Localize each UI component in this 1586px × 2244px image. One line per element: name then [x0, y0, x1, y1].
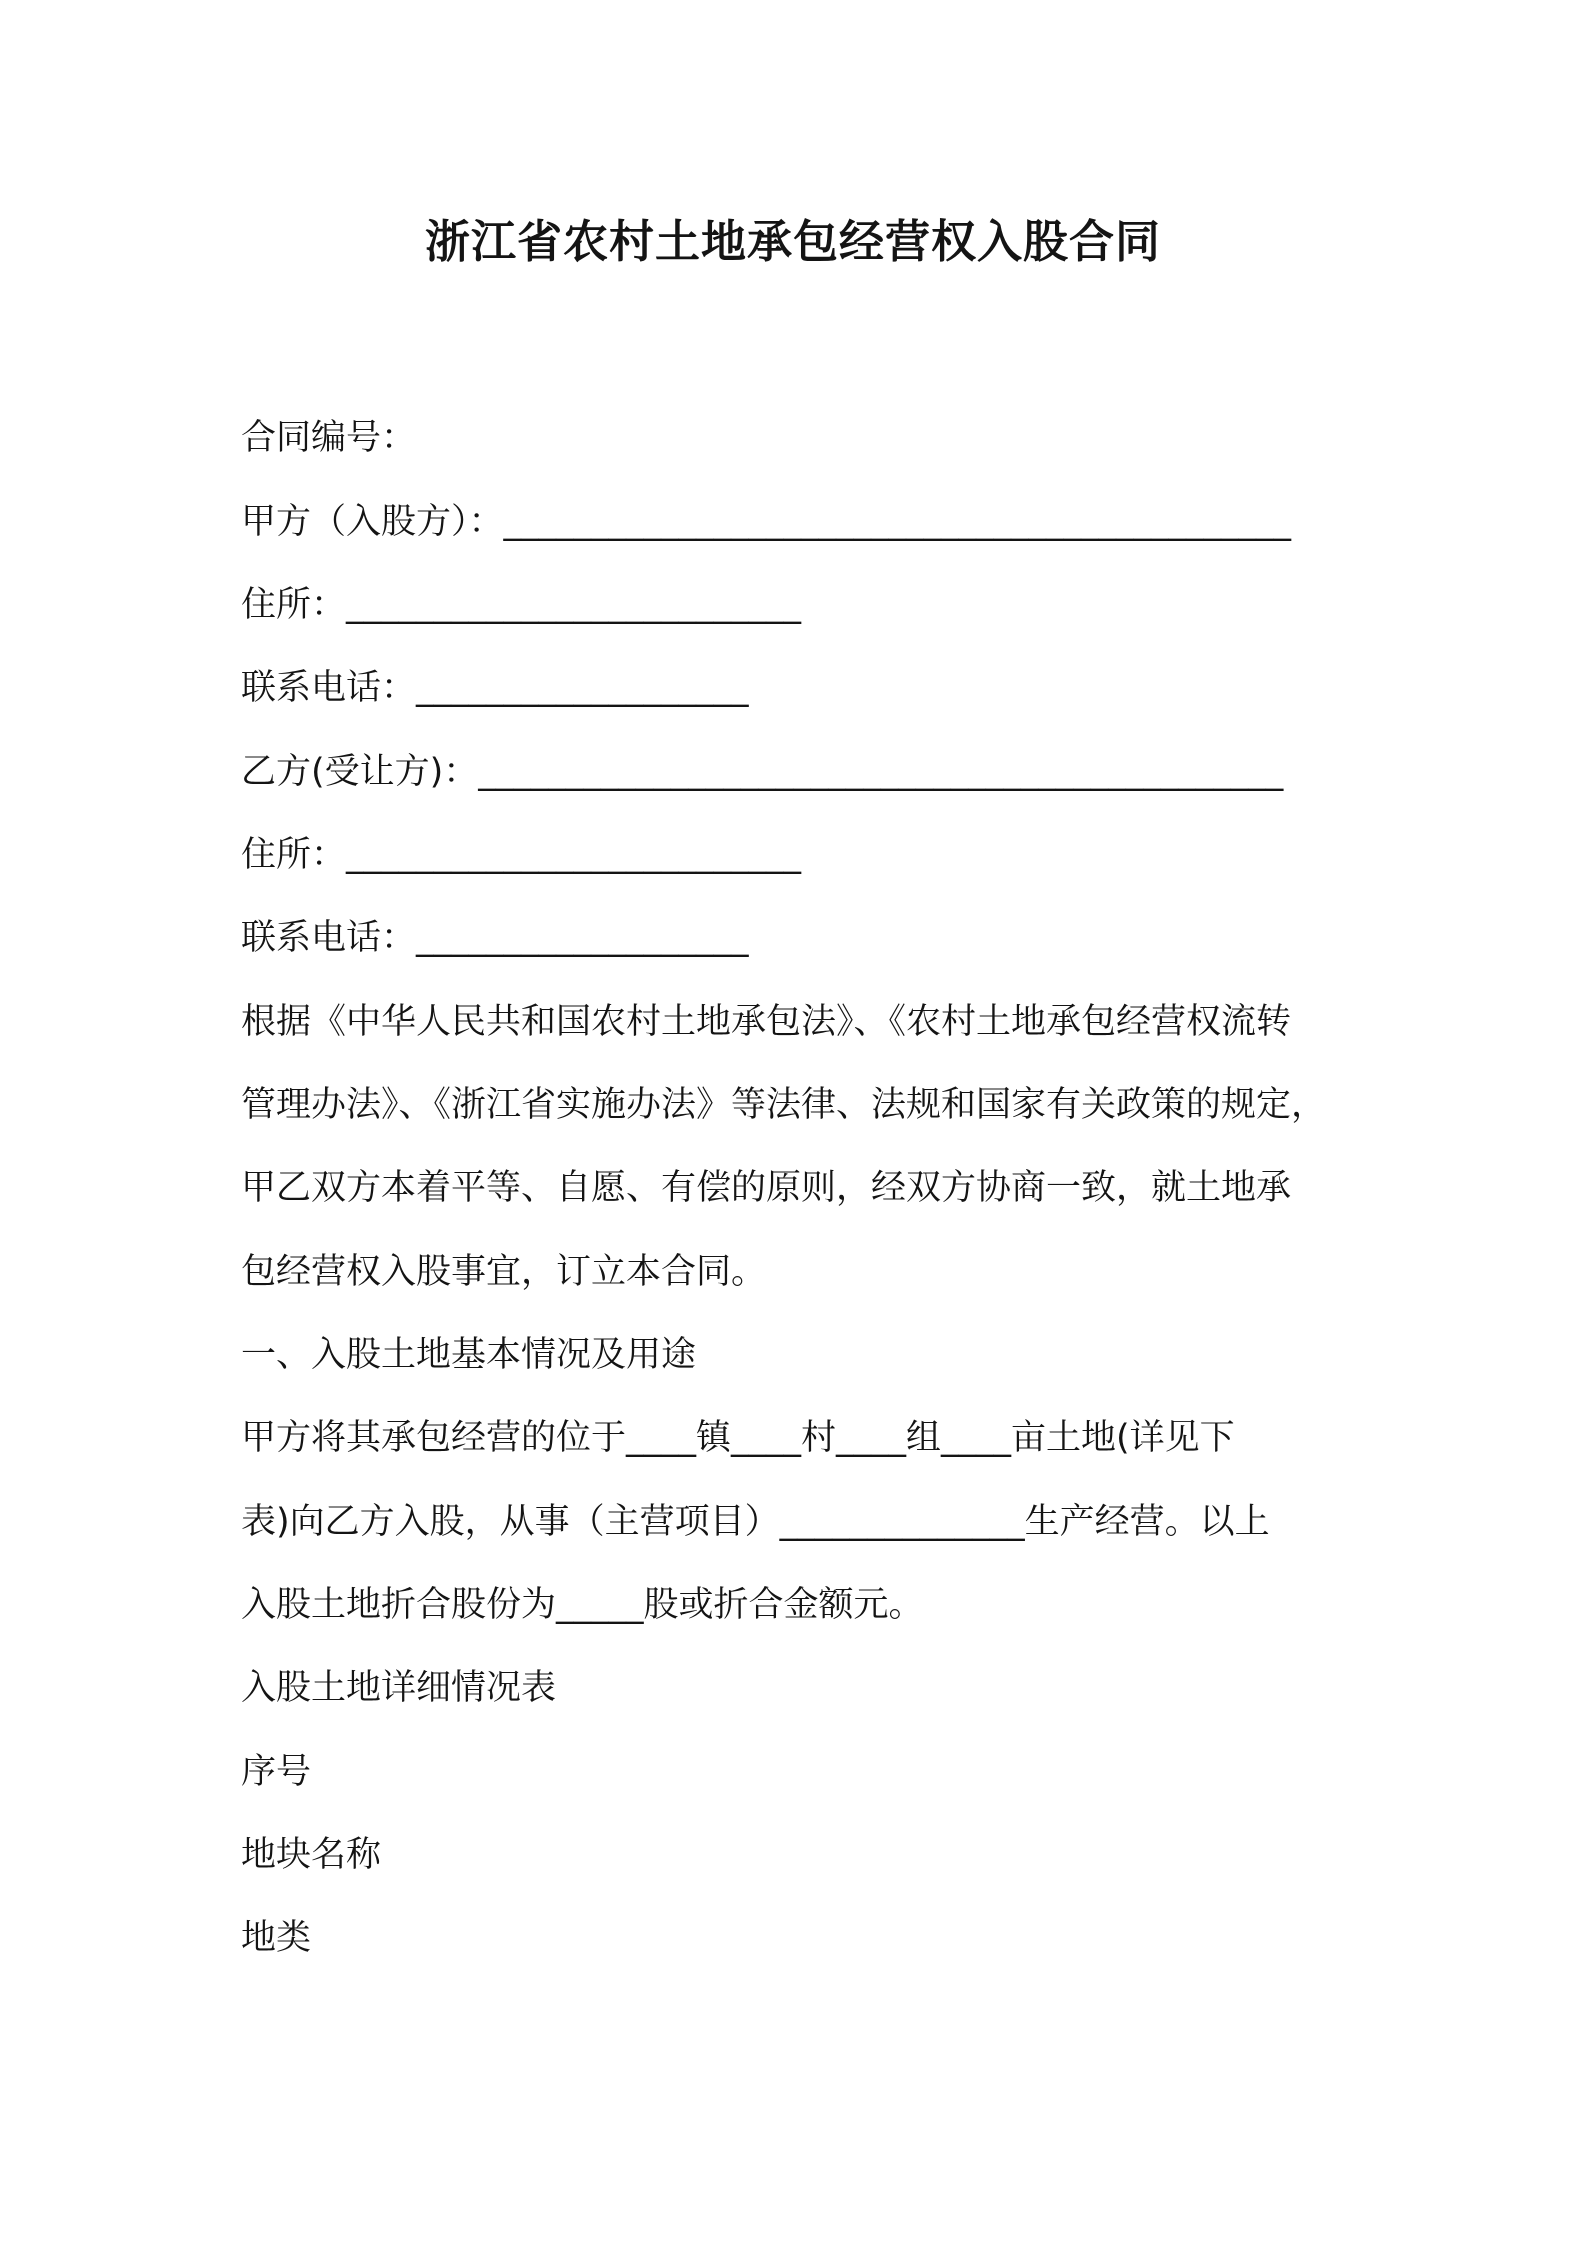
party-b-address-line: 住所：__________________________	[241, 835, 802, 875]
section-1-line-1: 甲方将其承包经营的位于____镇____村____组____亩土地(详见下	[241, 1418, 1235, 1458]
table-header-serial: 序号	[241, 1752, 312, 1792]
preamble-line-4: 包经营权入股事宜，订立本合同。	[241, 1252, 767, 1292]
party-a-name-line: 甲方（入股方）：_____________________________________________	[241, 502, 1292, 542]
table-header-plot-name: 地块名称	[241, 1835, 382, 1875]
party-a-phone-line: 联系电话：___________________	[241, 668, 749, 708]
contract-number-line: 合同编号：	[241, 418, 417, 458]
section-1-line-2: 表)向乙方入股，从事（主营项目）______________生产经营。以上	[241, 1502, 1270, 1542]
document-title: 浙江省农村土地承包经营权入股合同	[424, 215, 1161, 268]
table-header-land-type: 地类	[241, 1918, 312, 1958]
party-b-name-line: 乙方(受让方)：______________________________________________	[241, 752, 1284, 792]
preamble-line-3: 甲乙双方本着平等、自愿、有偿的原则，经双方协商一致，就土地承	[241, 1168, 1292, 1208]
section-1-line-3: 入股土地折合股份为_____股或折合金额元。	[241, 1585, 924, 1625]
land-table-title: 入股土地详细情况表	[241, 1668, 557, 1708]
section-1-heading: 一、入股土地基本情况及用途	[241, 1335, 697, 1375]
party-b-phone-line: 联系电话：___________________	[241, 918, 749, 958]
preamble-line-1: 根据《中华人民共和国农村土地承包法》、《农村土地承包经营权流转	[241, 1002, 1292, 1042]
preamble-line-2: 管理办法》、《浙江省实施办法》等法律、法规和国家有关政策的规定，	[241, 1085, 1327, 1125]
party-a-address-line: 住所：__________________________	[241, 585, 802, 625]
